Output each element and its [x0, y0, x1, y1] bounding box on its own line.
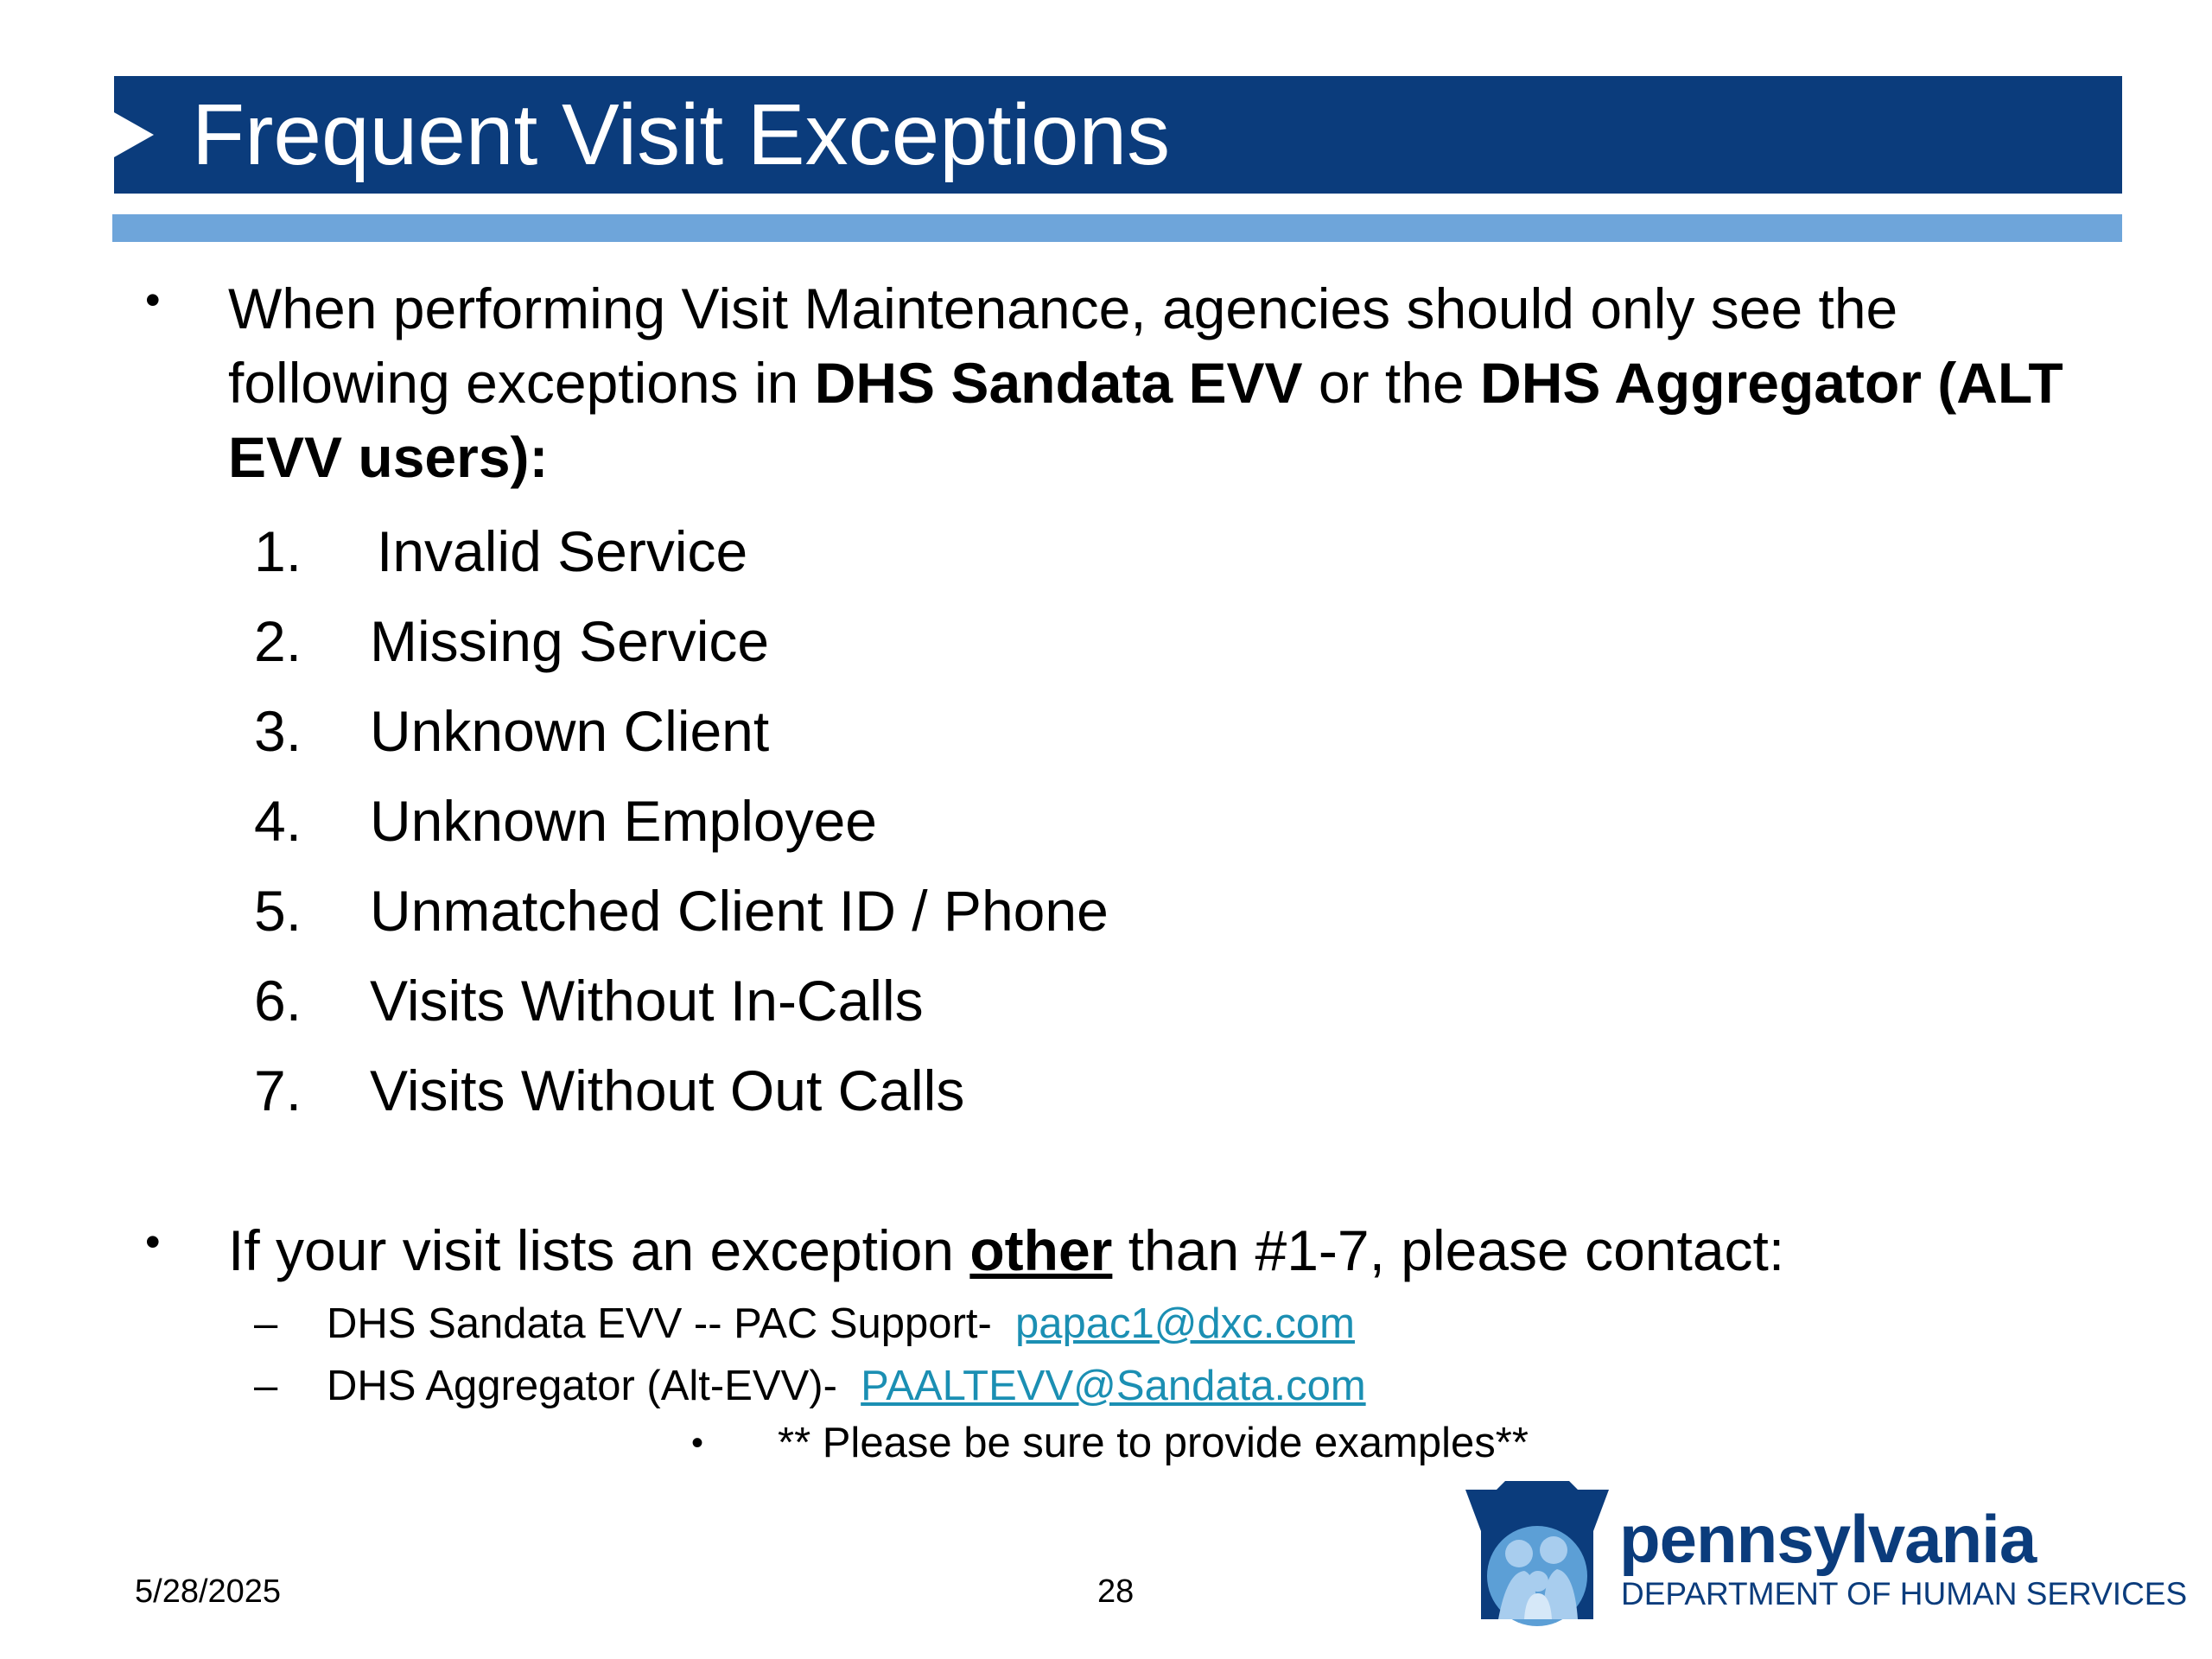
- list-label: Visits Without Out Calls: [370, 1058, 965, 1122]
- list-number: 6.: [254, 969, 302, 1033]
- bullet2-text-a: If your visit lists an exception: [228, 1218, 970, 1282]
- note-bullet-icon: •: [691, 1424, 704, 1462]
- bullet-icon: •: [145, 1217, 161, 1266]
- slide-title: Frequent Visit Exceptions: [192, 86, 1171, 183]
- list-label: Unknown Employee: [370, 789, 877, 853]
- title-arrow-icon: [114, 112, 154, 157]
- bullet2-text-b: than #1-7, please contact:: [1112, 1218, 1785, 1282]
- list-number: 3.: [254, 699, 302, 763]
- bullet1-bold-a: DHS Sandata EVV: [814, 351, 1303, 415]
- contact-dash: –: [254, 1300, 278, 1347]
- contact-aggregator: [327, 1360, 1366, 1412]
- email-link-paaltevv[interactable]: PAALTEVV@Sandata.com: [861, 1363, 1366, 1409]
- title-bar: [114, 76, 2122, 194]
- logo-subtitle: DEPARTMENT OF HUMAN SERVICES: [1621, 1576, 2188, 1611]
- bullet1-text-a: When performing Visit Maintenance, agencies should only see the following exceptions in: [228, 276, 1898, 415]
- list-number: 1.: [254, 519, 302, 583]
- bullet1-text-b: or the: [1302, 351, 1481, 415]
- bullet-other-exception: [228, 1213, 2103, 1287]
- list-label: Invalid Service: [377, 519, 748, 583]
- bullet2-emphasis: other: [969, 1218, 1113, 1282]
- contact-label: DHS Sandata EVV -- PAC Support-: [327, 1300, 1016, 1347]
- bullet-icon: •: [145, 276, 161, 324]
- list-label: Visits Without In-Calls: [370, 969, 924, 1033]
- accent-bar: [112, 214, 2122, 242]
- list-label: Unmatched Client ID / Phone: [370, 879, 1109, 943]
- list-number: 5.: [254, 879, 302, 943]
- footer-page-number: 28: [1097, 1573, 1135, 1610]
- examples-note: ** Please be sure to provide examples**: [778, 1420, 1529, 1466]
- contact-label: DHS Aggregator (Alt-EVV)-: [327, 1363, 861, 1409]
- bullet-visit-maintenance: [228, 271, 2103, 494]
- email-link-papac1[interactable]: papac1@dxc.com: [1015, 1300, 1355, 1347]
- contact-sandata: [327, 1298, 1355, 1350]
- list-number: 4.: [254, 789, 302, 853]
- pa-dhs-logo: [1464, 1481, 2188, 1633]
- keystone-family-icon: [1464, 1481, 1611, 1633]
- list-label: Unknown Client: [370, 699, 770, 763]
- list-number: 7.: [254, 1058, 302, 1122]
- list-number: 2.: [254, 609, 302, 673]
- logo-wordmark: pennsylvania: [1619, 1501, 2037, 1577]
- footer-date: 5/28/2025: [135, 1573, 282, 1610]
- contact-dash: –: [254, 1363, 278, 1409]
- list-label: Missing Service: [370, 609, 770, 673]
- bullet1-bold-b: DHS Aggregator (ALT EVV users):: [228, 351, 2063, 489]
